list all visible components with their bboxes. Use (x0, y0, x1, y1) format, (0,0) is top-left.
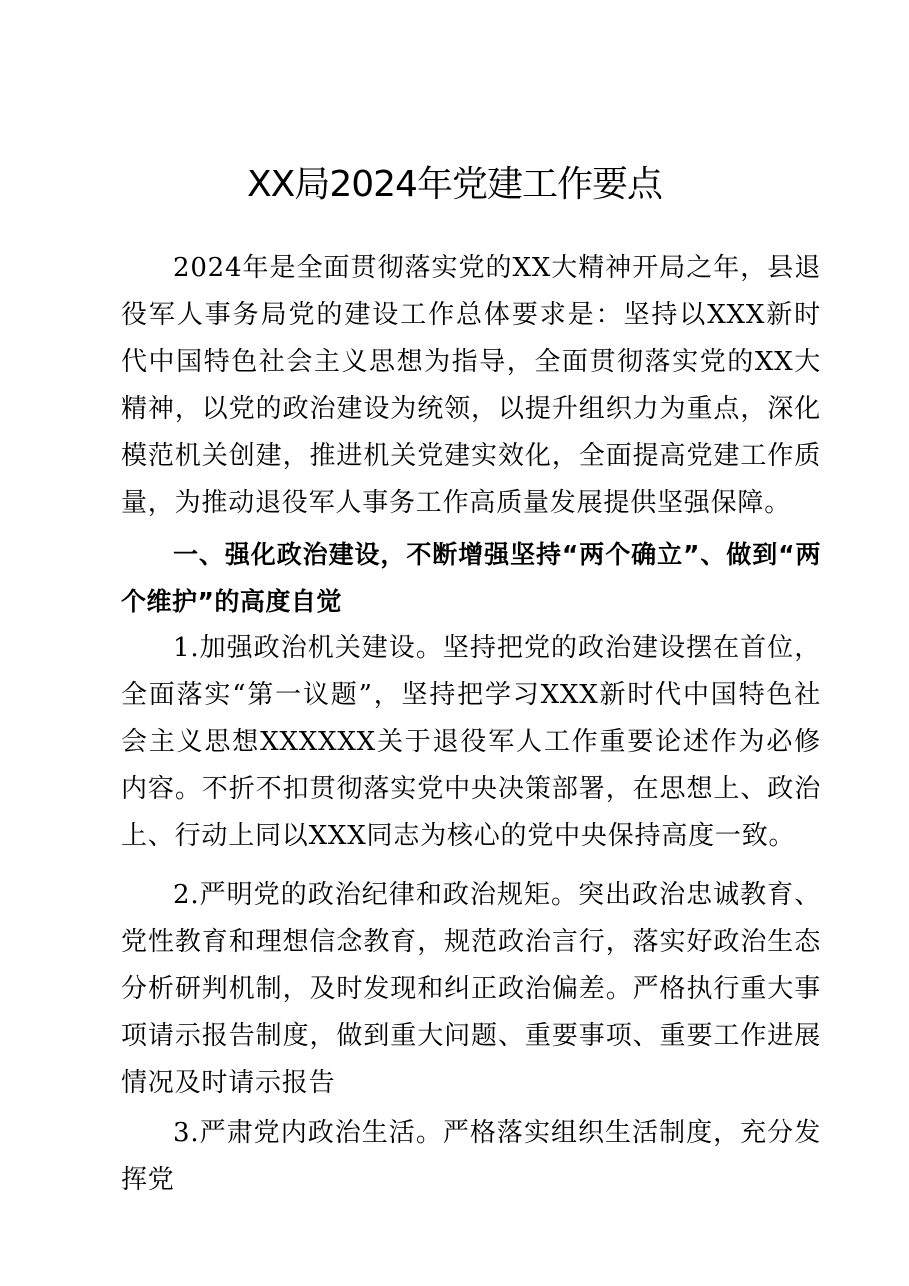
intro-paragraph: 2024年是全面贯彻落实党的XX大精神开局之年，县退役军人事务局党的建设工作总体要求是：坚持以XXX新时代中国特色社会主义思想为指导，全面贯彻落实党的XX大精神，以党的政治建设为统领，以提升组织力为重点，深化模范机关创建，推进机关党建实效化，全面提高党建工作质量，为推动退役军人事务工作高质量发展提供坚强保障。 (121, 253, 821, 518)
section-1-item-1: 1.加强政治机关建设。坚持把党的政治建设摆在首位，全面落实“第一议题”，坚持把学习XXX新时代中国特色社会主义思想XXXXXX关于退役军人工作重要论述作为必修内容。不折不扣贯彻落实党中央决策部署，在思想上、政治上、行动上同以XXX同志为核心的党中央保持高度一致。 (121, 633, 821, 851)
section-1-heading: 一、强化政治建设，不断增强坚持“两个确立”、做到“两个维护”的高度自觉 (121, 540, 821, 616)
section-1-item-3: 3.严肃党内政治生活。严格落实组织生活制度，充分发挥党 (121, 1118, 821, 1195)
section-1-item-2: 2.严明党的政治纪律和政治规矩。突出政治忠诚教育、党性教育和理想信念教育，规范政治言行，落实好政治生态分析研判机制，及时发现和纠正政治偏差。严格执行重大事项请示报告制度，做到重大问题、重要事项、重要工作进展情况及时请示报告 (121, 880, 821, 1098)
document-body (121, 245, 821, 1204)
document-title: XX局2024年党建工作要点 (247, 164, 662, 205)
